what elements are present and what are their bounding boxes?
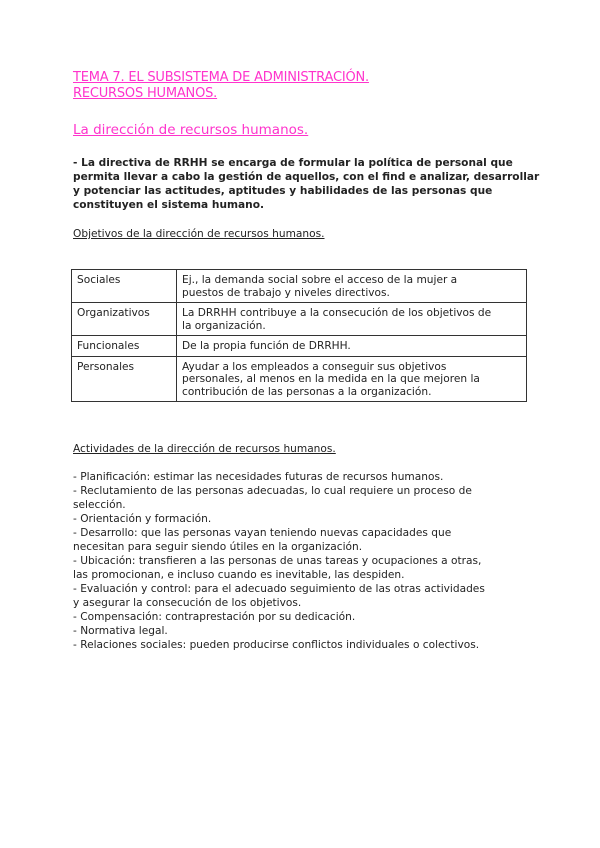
description-line: puestos de trabajo y niveles directivos. — [182, 286, 390, 299]
title-line-1: TEMA 7. EL SUBSISTEMA DE ADMINISTRACIÓN. — [73, 70, 369, 85]
list-item: - Ubicación: transfieren a las personas de unas tareas y ocupaciones a otras, — [73, 555, 482, 567]
activities-list — [73, 470, 533, 652]
intro-paragraph — [73, 156, 540, 212]
objective-label: Sociales — [72, 270, 177, 303]
activities-heading: Actividades de la dirección de recursos humanos. — [73, 443, 336, 455]
table-row — [72, 336, 527, 357]
objective-description — [177, 336, 527, 357]
description-line: la organización. — [182, 319, 266, 332]
description-line: La DRRHH contribuye a la consecución de los objetivos de — [182, 307, 492, 319]
description-line: contribución de las personas a la organización. — [182, 385, 432, 398]
title-line-2: RECURSOS HUMANOS. — [73, 86, 218, 101]
objective-label: Funcionales — [72, 336, 177, 357]
description-line: Ej., la demanda social sobre el acceso de la mujer a — [182, 274, 458, 286]
objective-description — [177, 303, 527, 336]
objective-label: Personales — [72, 356, 177, 402]
intro-line: - La directiva de RRHH se encarga de formular la política de personal que — [73, 157, 513, 169]
list-item: - Relaciones sociales: pueden producirse conflictos individuales o colectivos. — [73, 639, 480, 651]
description-line: Ayudar a los empleados a conseguir sus objetivos — [182, 360, 447, 373]
list-item: - Orientación y formación. — [73, 513, 212, 525]
list-item: las promocionan, e incluso cuando es inevitable, las despiden. — [73, 569, 405, 581]
list-item: y asegurar la consecución de los objetivos. — [73, 597, 302, 609]
list-item: - Evaluación y control: para el adecuado seguimiento de las otras actividades — [73, 583, 485, 595]
objective-label: Organizativos — [72, 303, 177, 336]
list-item: - Compensación: contraprestación por su dedicación. — [73, 611, 356, 623]
objectives-table — [71, 269, 527, 402]
list-item: - Planificación: estimar las necesidades futuras de recursos humanos. — [73, 471, 444, 483]
list-item: - Normativa legal. — [73, 625, 168, 637]
objectives-heading: Objetivos de la dirección de recursos humanos. — [73, 228, 325, 240]
objective-description — [177, 270, 527, 303]
table-row — [72, 303, 527, 336]
table-row — [72, 356, 527, 402]
section-heading: La dirección de recursos humanos. — [73, 122, 309, 138]
list-item: selección. — [73, 499, 126, 511]
list-item: - Reclutamiento de las personas adecuadas, lo cual requiere un proceso de — [73, 485, 472, 497]
intro-line: constituyen el sistema humano. — [73, 199, 265, 211]
intro-line: y potenciar las actitudes, aptitudes y habilidades de las personas que — [73, 185, 493, 197]
list-item: necesitan para seguir siendo útiles en la organización. — [73, 541, 363, 553]
description-line: personales, al menos en la medida en la que mejoren la — [182, 373, 480, 385]
list-item: - Desarrollo: que las personas vayan teniendo nuevas capacidades que — [73, 527, 452, 539]
description-line: De la propia función de DRRHH. — [182, 340, 351, 352]
intro-line: permita llevar a cabo la gestión de aquellos, con el find e analizar, desarrollar — [73, 171, 540, 183]
objective-description — [177, 356, 527, 402]
table-row — [72, 270, 527, 303]
document-title — [73, 70, 369, 102]
